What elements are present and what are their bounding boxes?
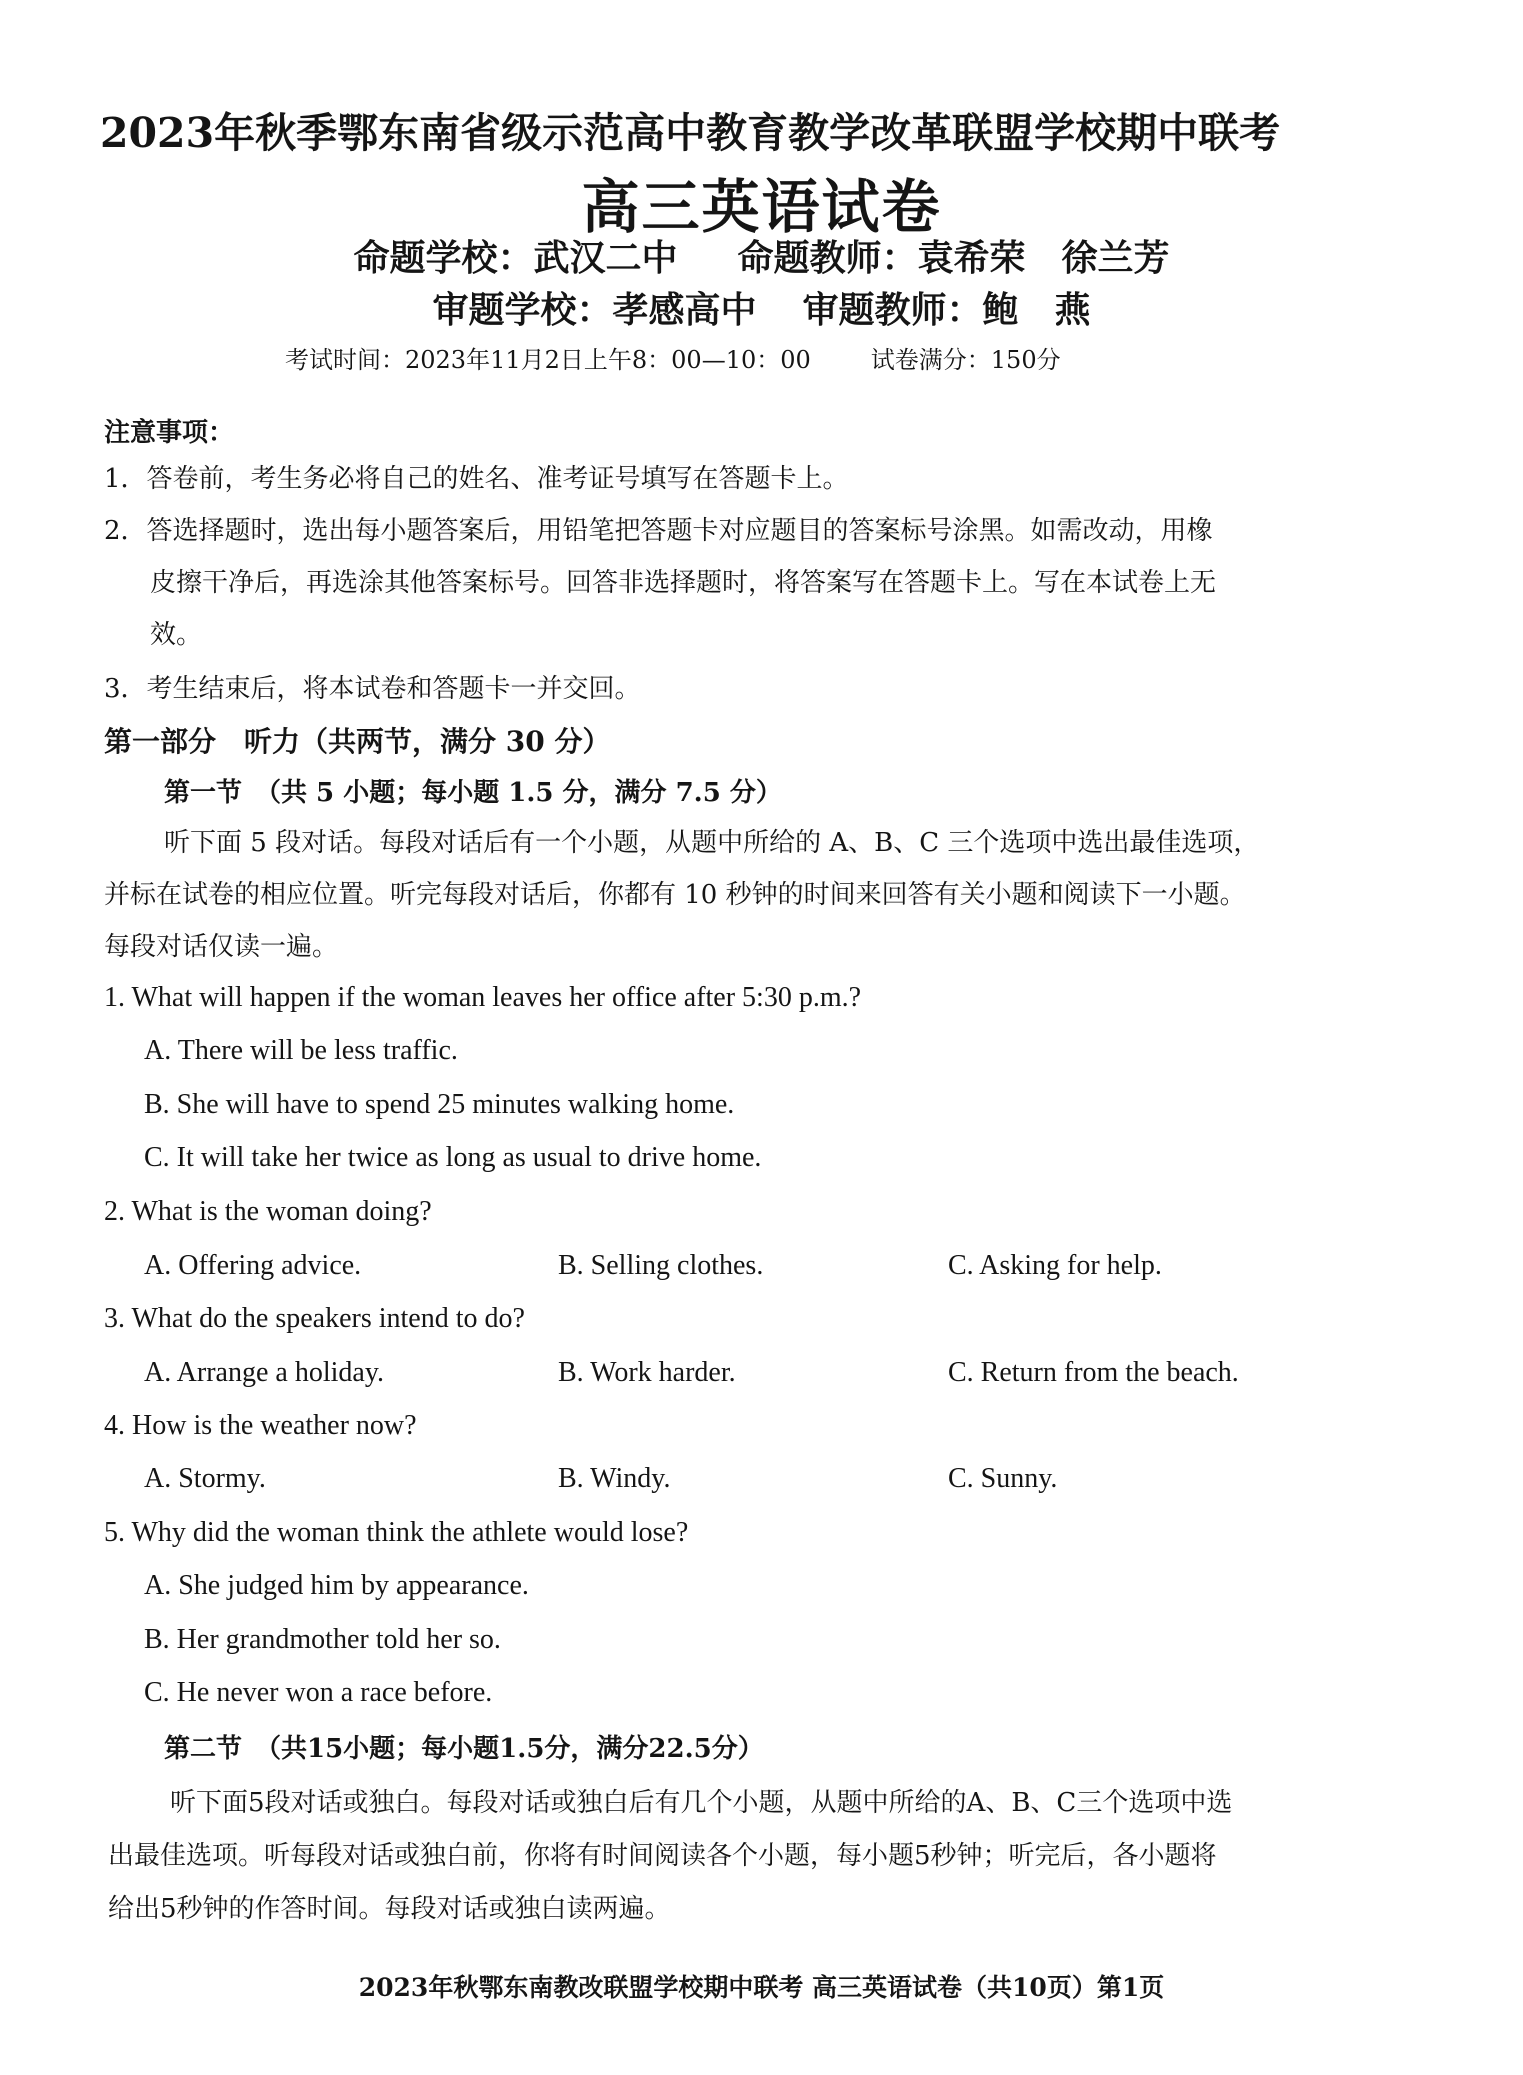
question-4-option-b: B. Windy. xyxy=(558,1463,671,1494)
question-1-stem: 1. What will happen if the woman leaves her office after 5:30 p.m.? xyxy=(104,982,862,1013)
question-5-stem: 5. Why did the woman think the athlete would lose? xyxy=(104,1517,689,1548)
paper-title: 高三英语试卷 xyxy=(581,173,942,241)
setter-school: 命题学校：武汉二中 xyxy=(353,237,678,279)
question-5-option-a: A. She judged him by appearance. xyxy=(144,1570,529,1601)
reviewer-teacher: 审题教师：鲍 燕 xyxy=(802,289,1091,331)
notes-item-2-line-1: 2．答选择题时，选出每小题答案后，用铅笔把答题卡对应题目的答案标号涂黑。如需改动，用橡 xyxy=(104,516,1213,546)
question-3-option-b: B. Work harder. xyxy=(558,1357,736,1388)
question-2-option-b: B. Selling clothes. xyxy=(558,1250,764,1281)
notes-item-3: 3．考生结束后，将本试卷和答题卡一并交回。 xyxy=(104,674,641,704)
section2-heading: 第二节 （共15小题；每小题1.5分，满分22.5分） xyxy=(164,1734,764,1764)
section1-heading: 第一节 （共 5 小题；每小题 1.5 分，满分 7.5 分） xyxy=(164,778,782,808)
reviewer-line xyxy=(0,282,1523,333)
full-score: 试卷满分：150分 xyxy=(870,346,1061,374)
question-1-option-c: C. It will take her twice as long as usual to drive home. xyxy=(144,1142,762,1173)
exam-time: 考试时间：2023年11月2日上午8：00—10：00 xyxy=(285,346,811,374)
section2-instruction-line-1: 听下面5段对话或独白。每段对话或独白后有几个小题，从题中所给的A、B、C三个选项中选 xyxy=(170,1788,1233,1818)
section2-instruction-line-3: 给出5秒钟的作答时间。每段对话或独白读两遍。 xyxy=(108,1894,671,1924)
page-footer: 2023年秋鄂东南教改联盟学校期中联考 高三英语试卷（共10页）第1页 xyxy=(358,1973,1165,2002)
question-3-option-c: C. Return from the beach. xyxy=(948,1357,1239,1388)
question-4-option-a: A. Stormy. xyxy=(144,1463,266,1494)
question-2-option-c: C. Asking for help. xyxy=(948,1250,1162,1281)
part1-heading: 第一部分 听力（共两节，满分 30 分） xyxy=(104,725,611,758)
question-4-stem: 4. How is the weather now? xyxy=(104,1410,417,1441)
question-2-option-a: A. Offering advice. xyxy=(144,1250,362,1281)
notes-heading: 注意事项： xyxy=(104,418,235,448)
question-3-option-a: A. Arrange a holiday. xyxy=(144,1357,384,1388)
setter-line xyxy=(0,230,1523,281)
section1-instruction-line-2: 并标在试卷的相应位置。听完每段对话后，你都有 10 秒钟的时间来回答有关小题和阅读下一小题。 xyxy=(104,880,1246,910)
question-1-option-a: A. There will be less traffic. xyxy=(144,1035,458,1066)
notes-item-2-line-3: 效。 xyxy=(150,620,203,650)
question-5-option-b: B. Her grandmother told her so. xyxy=(144,1624,501,1655)
section1-instruction-line-3: 每段对话仅读一遍。 xyxy=(104,932,339,962)
setter-teacher: 命题教师：袁希荣 徐兰芳 xyxy=(737,237,1170,279)
exam-info-line xyxy=(285,340,1061,375)
question-2-stem: 2. What is the woman doing? xyxy=(104,1196,432,1227)
question-1-option-b: B. She will have to spend 25 minutes walking home. xyxy=(144,1089,735,1120)
section2-instruction-line-2: 出最佳选项。听每段对话或独白前，你将有时间阅读各个小题，每小题5秒钟；听完后，各小题将 xyxy=(108,1841,1217,1871)
question-5-option-c: C. He never won a race before. xyxy=(144,1677,493,1708)
notes-item-2-line-2: 皮擦干净后，再选涂其他答案标号。回答非选择题时，将答案写在答题卡上。写在本试卷上无 xyxy=(150,568,1217,598)
reviewer-school: 审题学校：孝感高中 xyxy=(432,289,757,331)
exam-series-title: 2023年秋季鄂东南省级示范高中教育教学改革联盟学校期中联考 xyxy=(100,109,1281,157)
question-3-stem: 3. What do the speakers intend to do? xyxy=(104,1303,525,1334)
question-4-option-c: C. Sunny. xyxy=(948,1463,1058,1494)
section1-instruction-line-1: 听下面 5 段对话。每段对话后有一个小题，从题中所给的 A、B、C 三个选项中选出最佳选项， xyxy=(164,828,1260,858)
notes-item-1: 1．答卷前，考生务必将自己的姓名、准考证号填写在答题卡上。 xyxy=(104,464,849,494)
